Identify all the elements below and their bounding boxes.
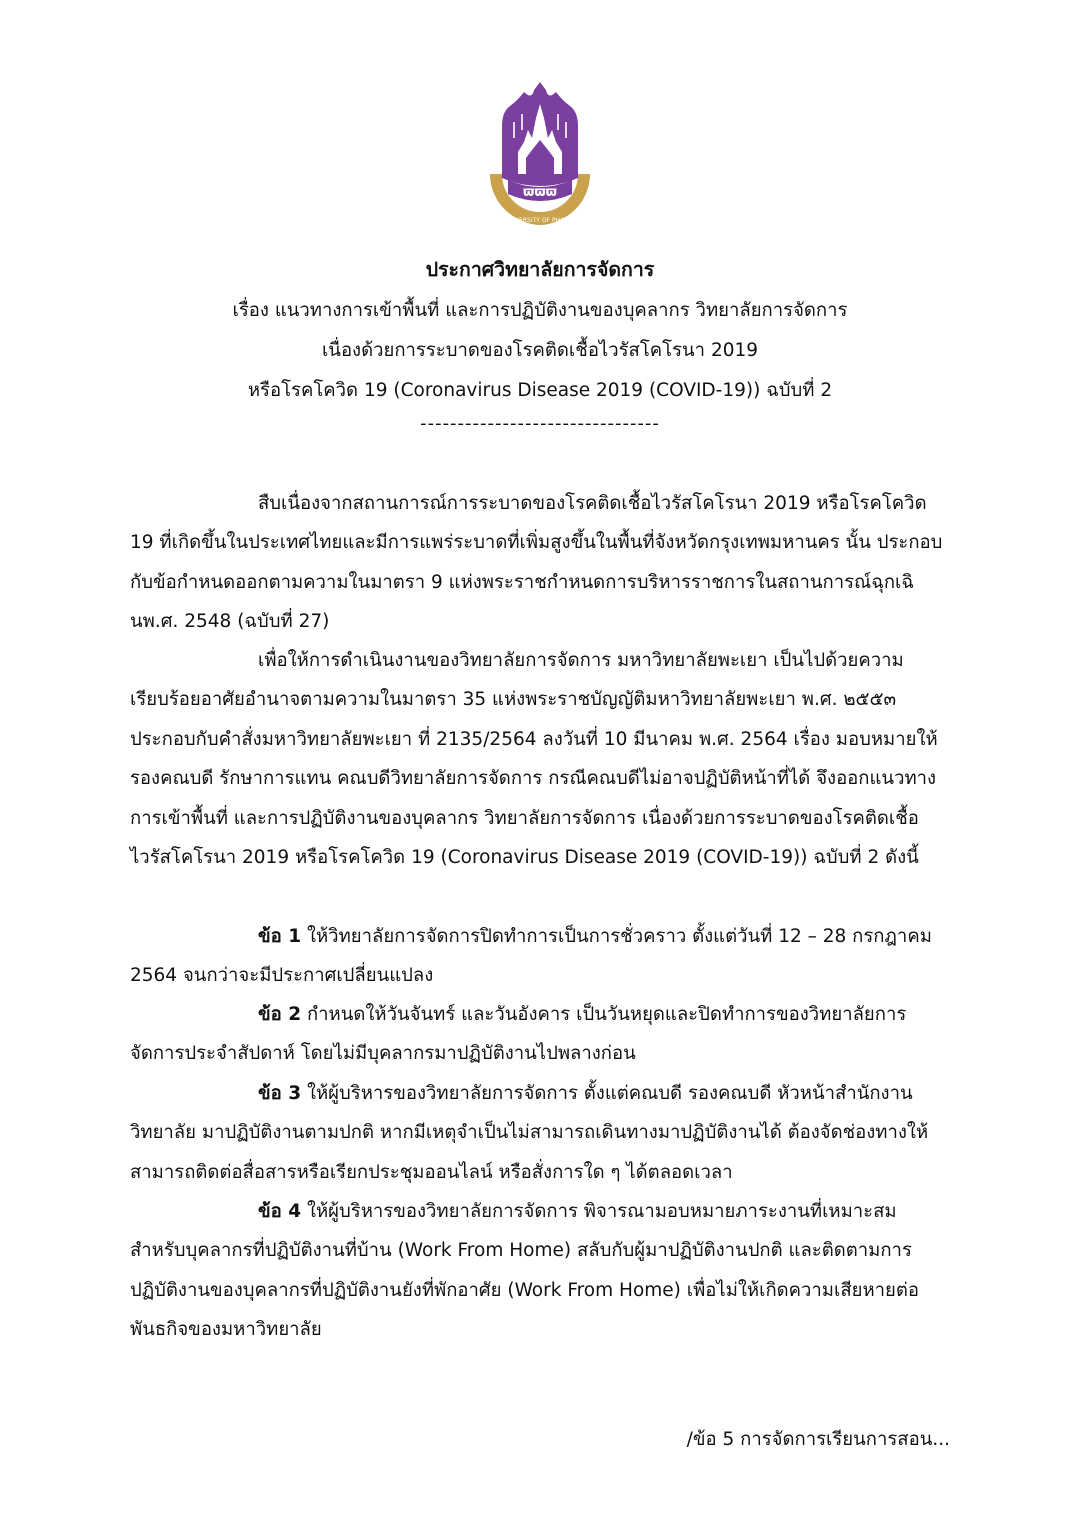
clause-1 xyxy=(130,917,950,996)
svg-text:UNIVERSITY OF PHAYAO: UNIVERSITY OF PHAYAO xyxy=(504,217,576,224)
clause-text: ให้วิทยาลัยการจัดการปิดทำการเป็นการชั่วคราว ตั้งแต่วันที่ 12 – 28 กรกฎาคม 2564 จนกว่าจะมีประกาศเปลี่ยนแปลง xyxy=(130,926,932,987)
subject-line-3: หรือโรคโควิด 19 (Coronavirus Disease 2019 (COVID-19)) ฉบับที่ 2 xyxy=(247,380,833,401)
announcement-title: ประกาศวิทยาลัยการจัดการ xyxy=(425,258,655,281)
university-logo xyxy=(488,82,592,242)
clause-label: ข้อ 2 xyxy=(258,1004,302,1025)
continuation-note: /ข้อ 5 การจัดการเรียนการสอน... xyxy=(686,1429,950,1450)
clause-text: กำหนดให้วันจันทร์ และวันอังคาร เป็นวันหยุดและปิดทำการของวิทยาลัยการจัดการประจำสัปดาห์ โดยไม่มีบุคลากรมาปฏิบัติงานไปพลางก่อน xyxy=(130,1004,907,1065)
subject-line-2: เนื่องด้วยการระบาดของโรคติดเชื้อไวรัสโคโรนา 2019 xyxy=(321,340,759,361)
paragraph-text: สืบเนื่องจากสถานการณ์การระบาดของโรคติดเชื้อไวรัสโคโรนา 2019 หรือโรคโควิด 19 ที่เกิดขึ้นในประเทศไทยและมีการแพร่ระบาดที่เพิ่มสูงขึ้นในพื้นที่จังหวัดกรุงเทพมหานคร นั้น ประกอบกับข้อกำหนดออกตามความในมาตรา 9 แห่งพระราชกำหนดการบริหารราชการในสถานการณ์ฉุกเฉินพ.ศ. 2548 (ฉบับที่ 27) xyxy=(130,493,943,633)
subject-line-1: เรื่อง แนวทางการเข้าพื้นที่ และการปฏิบัติงานของบุคลากร วิทยาลัยการจัดการ xyxy=(232,300,848,321)
clause-text: ให้ผู้บริหารของวิทยาลัยการจัดการ ตั้งแต่คณบดี รองคณบดี หัวหน้าสำนักงานวิทยาลัย มาปฏิบัติงานตามปกติ หากมีเหตุจำเป็นไม่สามารถเดินทางมาปฏิบัติงานได้ ต้องจัดช่องทางให้สามารถติดต่อสื่อสารหรือเรียกประชุมออนไลน์ หรือสั่งการใด ๆ ได้ตลอดเวลา xyxy=(130,1083,929,1183)
paragraph-text: เพื่อให้การดำเนินงานของวิทยาลัยการจัดการ มหาวิทยาลัยพะเยา เป็นไปด้วยความเรียบร้อยอาศัยอำนาจตามความในมาตรา 35 แห่งพระราชบัญญัติมหาวิทยาลัยพะเยา พ.ศ. ๒๕๕๓ ประกอบกับคำสั่งมหาวิทยาลัยพะเยา ที่ 2135/2564 ลงวันที่ 10 มีนาคม พ.ศ. 2564 เรื่อง มอบหมายให้รองคณบดี รักษาการแทน คณบดีวิทยาลัยการจัดการ กรณีคณบดีไม่อาจปฏิบัติหน้าที่ได้ จึงออกแนวทางการเข้าพื้นที่ และการปฏิบัติงานของบุคลากร วิทยาลัยการจัดการ เนื่องด้วยการระบาดของโรคติดเชื้อไวรัสโคโรนา 2019 หรือโรคโควิด 19 (Coronavirus Disease 2019 (COVID-19)) ฉบับที่ 2 ดังนี้ xyxy=(130,650,938,869)
clause-3 xyxy=(130,1074,950,1192)
divider-dashes: -------------------------------- xyxy=(420,413,660,434)
paragraph-background xyxy=(130,484,950,642)
clause-4 xyxy=(130,1192,950,1350)
clause-text: ให้ผู้บริหารของวิทยาลัยการจัดการ พิจารณามอบหมายภาระงานที่เหมาะสมสำหรับบุคลากรที่ปฏิบัติงานที่บ้าน (Work From Home) สลับกับผู้มาปฏิบัติงานปกติ และติดตามการปฏิบัติงานของบุคลากรที่ปฏิบัติงานยังที่พักอาศัย (Work From Home) เพื่อไม่ให้เกิดความเสียหายต่อพันธกิจของมหาวิทยาลัย xyxy=(130,1201,920,1341)
paragraph-authority xyxy=(130,641,950,877)
clause-label: ข้อ 1 xyxy=(258,926,302,947)
clause-label: ข้อ 4 xyxy=(258,1201,302,1222)
clause-2 xyxy=(130,995,950,1074)
svg-text:ϖϖϖ: ϖϖϖ xyxy=(523,185,557,200)
clause-label: ข้อ 3 xyxy=(258,1083,302,1104)
